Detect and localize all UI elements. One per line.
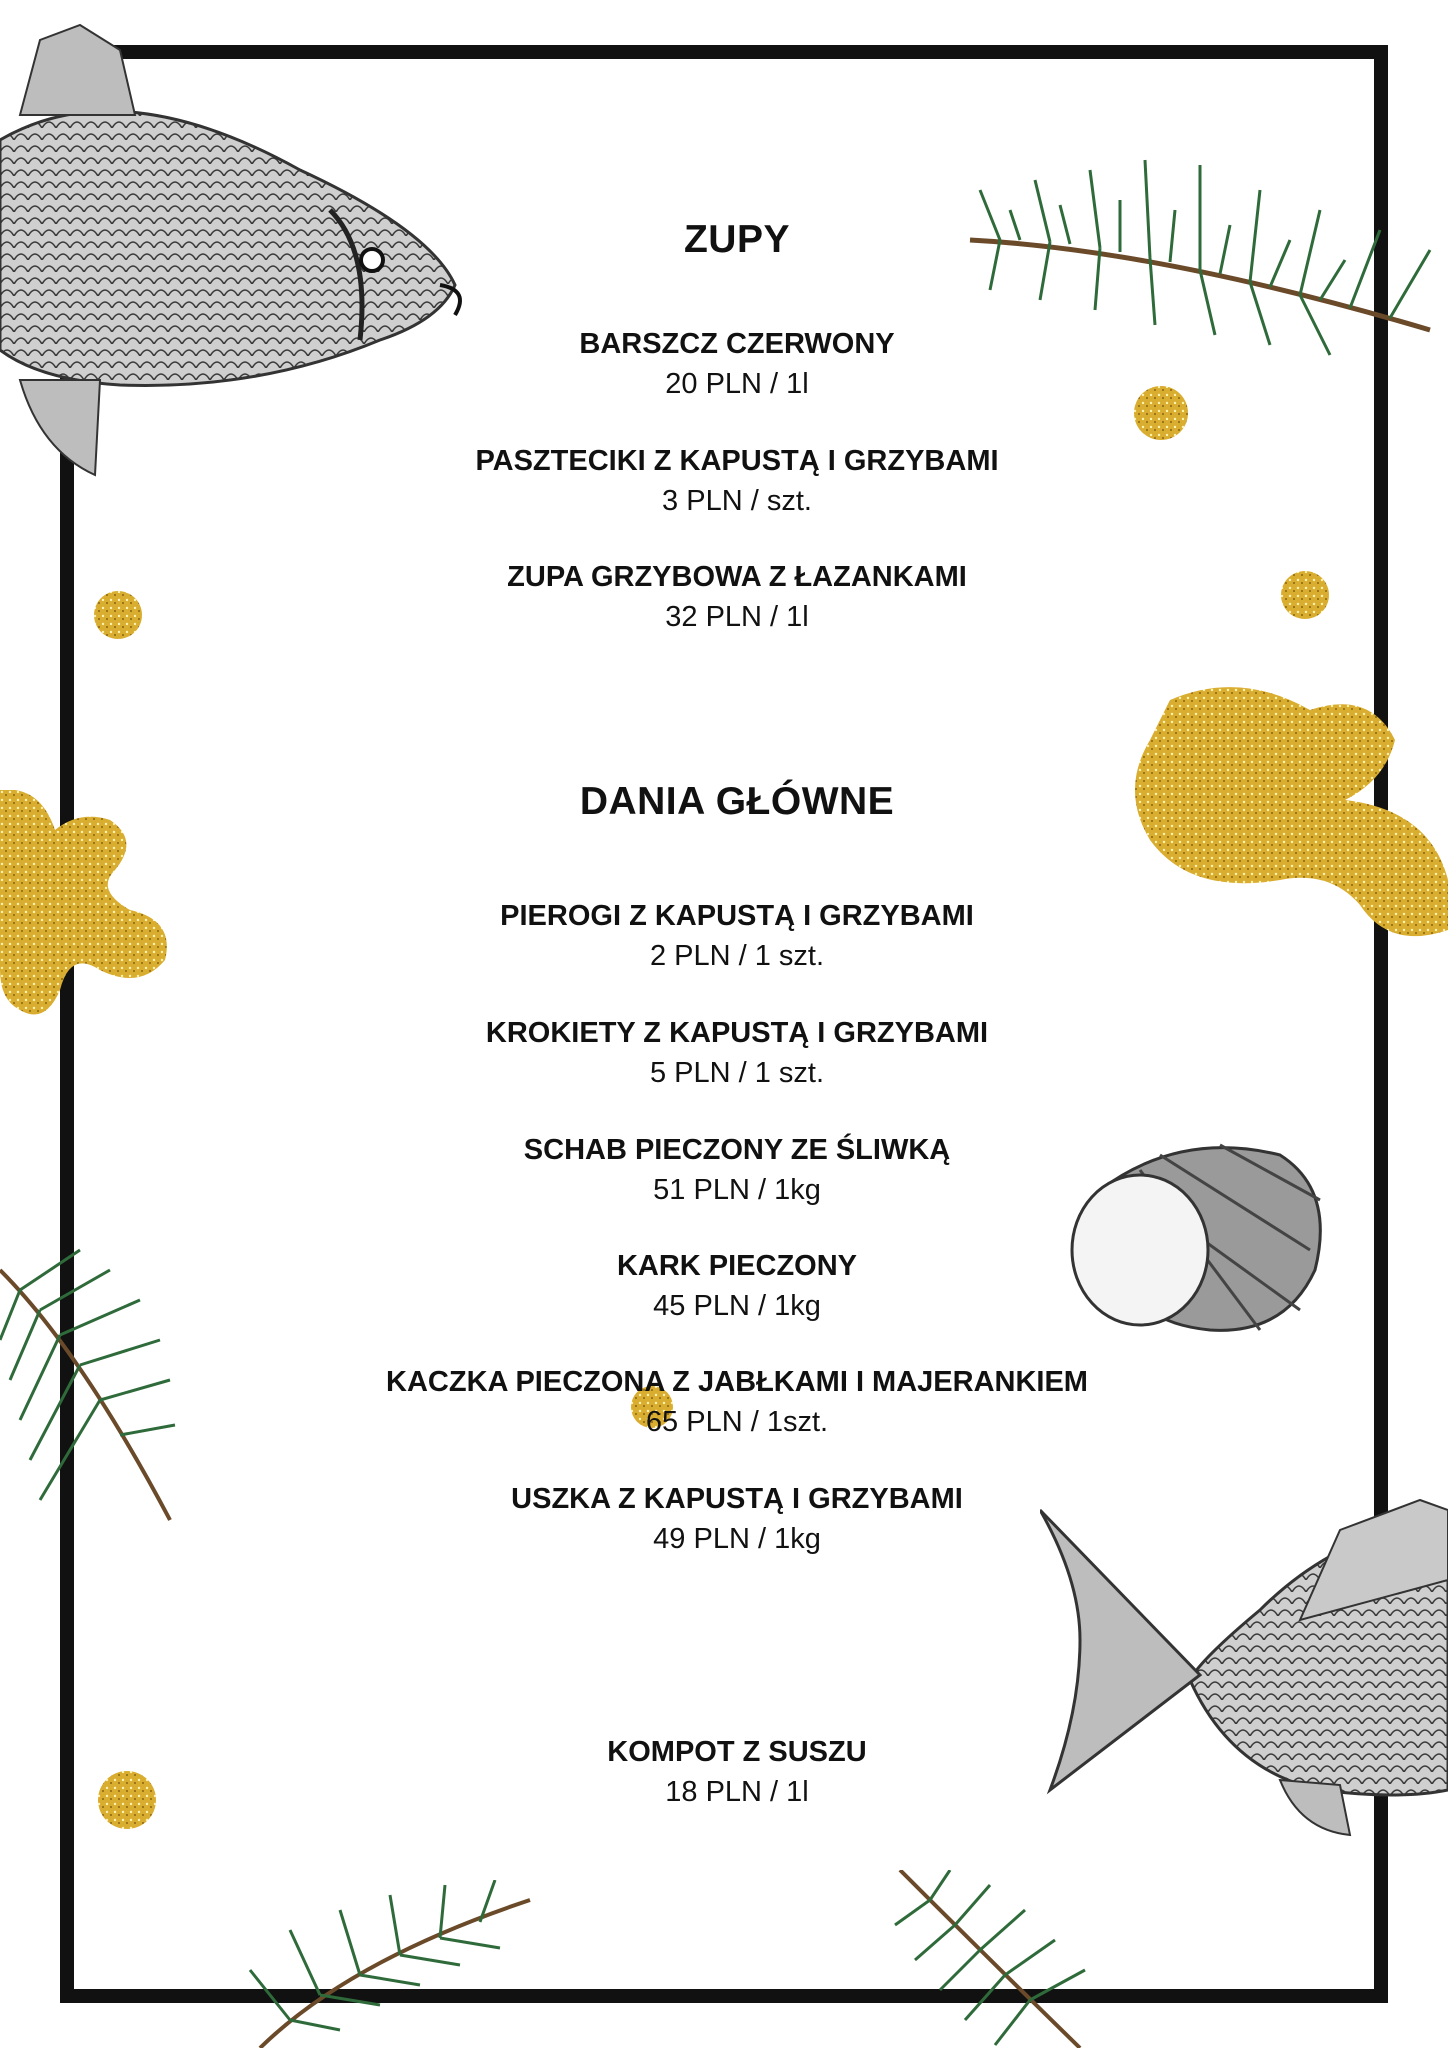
menu-item-name: KACZKA PIECZONA Z JABŁKAMI I MAJERANKIEM <box>386 1366 1088 1398</box>
menu-item-price: 5 PLN / 1 szt. <box>649 1057 825 1089</box>
menu-item-name: PASZTECIKI Z KAPUSTĄ I GRZYBAMI <box>475 445 999 477</box>
menu-item-price: 51 PLN / 1kg <box>653 1174 821 1206</box>
menu-item-name: ZUPA GRZYBOWA Z ŁAZANKAMI <box>507 561 967 593</box>
menu-item-name: KROKIETY Z KAPUSTĄ I GRZYBAMI <box>485 1017 989 1049</box>
menu-item <box>287 896 1187 976</box>
menu-item-name: SCHAB PIECZONY ZE ŚLIWKĄ <box>523 1134 951 1166</box>
menu-item-price: 65 PLN / 1szt. <box>645 1406 829 1438</box>
menu-item-price: 3 PLN / szt. <box>662 485 812 517</box>
menu-item-name: BARSZCZ CZERWONY <box>579 328 895 360</box>
menu-item-price: 2 PLN / 1 szt. <box>649 940 825 972</box>
menu-item <box>287 324 1187 404</box>
menu-item <box>287 441 1187 521</box>
section-title-soups: ZUPY <box>683 218 790 261</box>
drink-item <box>287 1732 1187 1812</box>
menu-item-price: 32 PLN / 1l <box>665 601 809 633</box>
menu-item-price: 20 PLN / 1l <box>665 368 809 400</box>
menu-item-price: 49 PLN / 1kg <box>653 1523 821 1555</box>
menu-item-price: 18 PLN / 1l <box>665 1776 809 1808</box>
menu-item-price: 45 PLN / 1kg <box>653 1290 821 1322</box>
menu-item-name: KARK PIECZONY <box>616 1250 858 1282</box>
menu-item <box>287 1130 1187 1210</box>
menu-item-name: PIEROGI Z KAPUSTĄ I GRZYBAMI <box>500 900 974 932</box>
menu-item-name: USZKA Z KAPUSTĄ I GRZYBAMI <box>511 1483 963 1515</box>
menu-item-name: KOMPOT Z SUSZU <box>607 1736 867 1768</box>
menu-item <box>287 1479 1187 1559</box>
section-title-main-dishes: DANIA GŁÓWNE <box>579 780 895 823</box>
menu-item <box>287 1362 1187 1442</box>
menu-item <box>287 1246 1187 1326</box>
menu-item <box>287 1013 1187 1093</box>
menu-item <box>287 557 1187 637</box>
